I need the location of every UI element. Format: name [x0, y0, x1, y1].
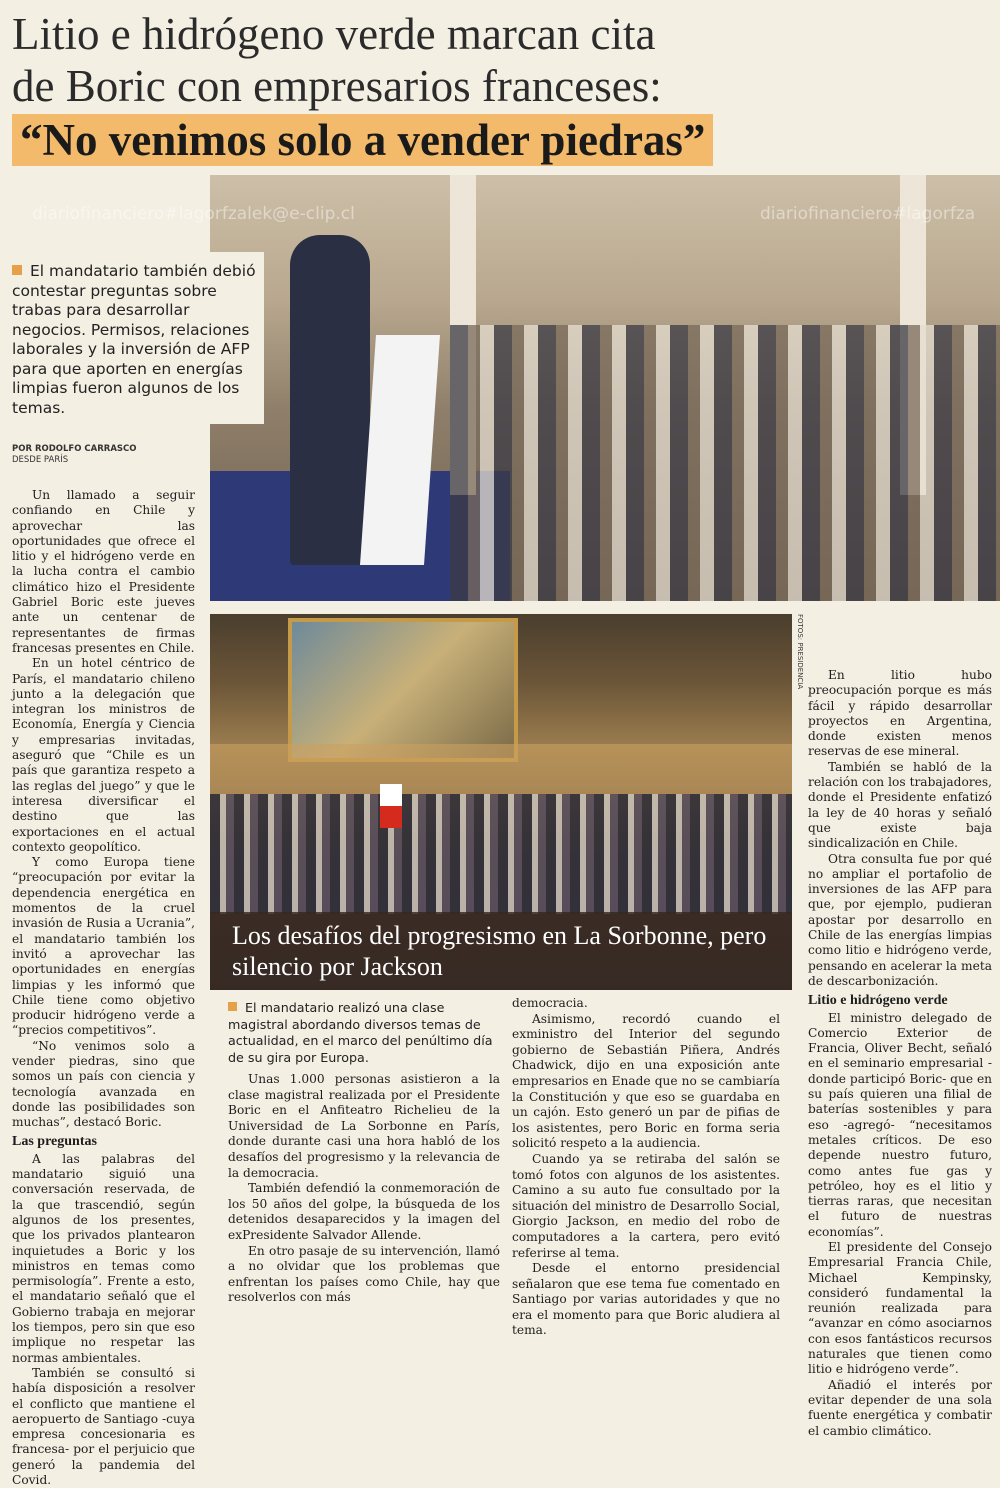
photo-audience [210, 794, 792, 914]
square-bullet-icon [12, 265, 22, 275]
photo-banner [210, 912, 792, 990]
photo-sorbonne-amphitheatre [210, 614, 792, 990]
square-bullet-icon [228, 1002, 237, 1011]
paragraph: En otro pasaje de su intervención, llamó a no olvidar que los problemas que enfrentan los países como Chile, hay que resolverlos con más [228, 1243, 500, 1305]
sorbonne-lead [228, 1000, 498, 1066]
photo-balcony [210, 744, 792, 794]
byline-place: DESDE PARÍS [12, 455, 69, 465]
paragraph: A las palabras del mandatario siguió una conversación reservada, de la que trascendió, según algunos de los presentes, que los privados plantearon inquietudes a Boric y los ministros en temas como permisología”. Frente a esto, el mandatario señaló que el Gobierno trabaja en mejorar los tiempos, pero sin que eso implique no respetar las normas ambientales. [12, 1151, 195, 1365]
paragraph: democracia. [512, 996, 588, 1010]
photo-credit: FOTOS: PRESIDENCIA [796, 614, 804, 690]
column-right [808, 668, 992, 1439]
paragraph: Añadió el interés por evitar depender de una sola fuente energética y combatir el cambio climático. [808, 1377, 992, 1438]
paragraph: También defendió la conmemoración de los 50 años del golpe, la búsqueda de los detenidos desaparecidos y la imagen del exPresidente Salvador Allende. [228, 1181, 500, 1242]
sorbonne-lead-text: El mandatario realizó una clase magistral abordando diversos temas de actualidad, en el marco del penúltimo día de su gira por Europa. [228, 1000, 493, 1065]
photo-speaker [290, 235, 370, 565]
watermark-left: diariofinanciero#lagorfzalek@e-clip.cl [32, 204, 355, 224]
paragraph: También se habló de la relación con los trabajadores, donde el Presidente enfatizó la ley de 40 horas y señaló que existe baja sindicalización en Chile. [808, 759, 992, 851]
photo-audience [450, 325, 1000, 601]
paragraph: Otra consulta fue por qué no ampliar el portafolio de inversiones de las AFP para que, por ejemplo, pudieran apostar por desarrollo en Chile de las energías limpias como litio e hidrógeno verde, pensando en acelerar la meta de descarbonización. [808, 851, 992, 988]
paragraph: Un llamado a seguir confiando en Chile y aprovechar las oportunidades que ofrece el litio y el hidrógeno verde en la lucha contra el cambio climático hizo el Presidente Gabriel Boric este jueves ante un centenar de representantes de firmas francesas presentes en Chile. [12, 488, 195, 655]
paragraph: El presidente del Consejo Empresarial Francia Chile, Michael Kempinsky, consideró fundamental la reunión realizada para “avanzar en cómo asociarnos con esos fantásticos recursos naturales que tienen como litio e hidrógeno verde”. [808, 1239, 992, 1377]
sorbonne-column-1 [228, 1072, 500, 1306]
subhead-litio-hidrogeno: Litio e hidrógeno verde [808, 993, 948, 1009]
chile-flag-icon [380, 784, 402, 828]
headline-quote: “No venimos solo a vender piedras” [12, 114, 713, 166]
paragraph: Cuando ya se retiraba del salón se tomó fotos con algunos de los asistentes. Camino a su auto fue consultado por la situación del ministro de Desarrollo Social, Giorgio Jackson, en medio del robo de computadores a la cartera, pero evitó referirse al tema. [512, 1151, 780, 1260]
top-caption [12, 252, 264, 424]
paragraph: En un hotel céntrico de París, el mandatario chileno junto a la delegación que integran los ministros de Economía, Energía y Ciencia y empresarias invitadas, aseguró que “Chile es un país que garantiza respeto a las reglas del juego” y que le interesa diversificar el destino que las exportaciones en el actual contexto geopolítico. [12, 656, 195, 854]
watermark-right: diariofinanciero#lagorfza [760, 204, 976, 224]
top-caption-text: El mandatario también debió contestar preguntas sobre trabas para desarrollar negocios. Permisos, relaciones laborales y la inversión de AFP para que aporten en energías limpias fueron algunos de los temas. [12, 262, 256, 417]
paragraph: “No venimos solo a vender piedras, sino que somos un país con ciencia y tecnología avanzada en donde las posibilidades son muchas”, destacó Boric. [12, 1038, 195, 1130]
byline [12, 444, 202, 466]
photo-mural [288, 618, 518, 762]
subhead-las-preguntas: Las preguntas [12, 1134, 97, 1150]
paragraph: El ministro delegado de Comercio Exterior de Francia, Oliver Becht, señaló en el seminario empresarial -donde participó Boric- que en su país quieren una filial de baterías sostenibles y para eso -agregó- “necesitamos metales críticos. De eso depende nuestro futuro, como antes fue gas y petróleo, hoy es el litio y tierras raras, que necesitan el futuro de nuestras economías”. [808, 1010, 992, 1239]
paragraph: Desde el entorno presidencial señalaron que ese tema fue comentado en Santiago por varias autoridades y que no era el momento para que Boric aludiera al tema. [512, 1261, 780, 1338]
sorbonne-headline: Los desafíos del progresismo en La Sorbonne, pero silencio por Jackson [232, 921, 767, 981]
paragraph: En litio hubo preocupación porque es más fácil y rápido desarrollar proyectos en Argentina, donde existen menos reservas de ese mineral. [808, 668, 992, 759]
paragraph: Asimismo, recordó cuando el exministro del Interior del segundo gobierno de Sebastián Piñera, Andrés Chadwick, dijo en una exposición ante empresarios en Enade que no se cambiaría la Constitución y que eso se guardaba en un cajón. Esto generó un par de pifias de los asistentes, pero Boric en forma seria solicitó respeto a la audiencia. [512, 1011, 780, 1151]
photo-boric-hotel-speech [210, 175, 1000, 601]
headline [12, 8, 892, 166]
paragraph: Unas 1.000 personas asistieron a la clase magistral realizada por el Presidente Boric en el Anfiteatro Richelieu de la Universidad de La Sorbonne en París, donde durante casi una hora habló de los desafíos del progresismo y la relevancia de la democracia. [228, 1072, 500, 1180]
headline-line-2: de Boric con empresarios franceses: [12, 61, 662, 111]
paragraph: También se consultó si había disposición a resolver el conflicto que mantiene el aeropuerto de Santiago -cuya empresa concesionaria es francesa- por el perjuicio que generó la pandemia del Covid. [12, 1365, 195, 1487]
column-1 [12, 488, 195, 1488]
headline-line-1: Litio e hidrógeno verde marcan cita [12, 9, 656, 59]
byline-author: POR RODOLFO CARRASCO [12, 444, 137, 454]
paragraph: Y como Europa tiene “preocupación por evitar la dependencia energética en momentos de la cruel invasión de Rusia a Ucrania”, el mandatario también los invitó a aprovechar las oportunidades en energías limpias y les informó que Chile tiene como objetivo producir hidrógeno verde a “precios competitivos”. [12, 855, 195, 1038]
sorbonne-column-2 [512, 996, 780, 1339]
